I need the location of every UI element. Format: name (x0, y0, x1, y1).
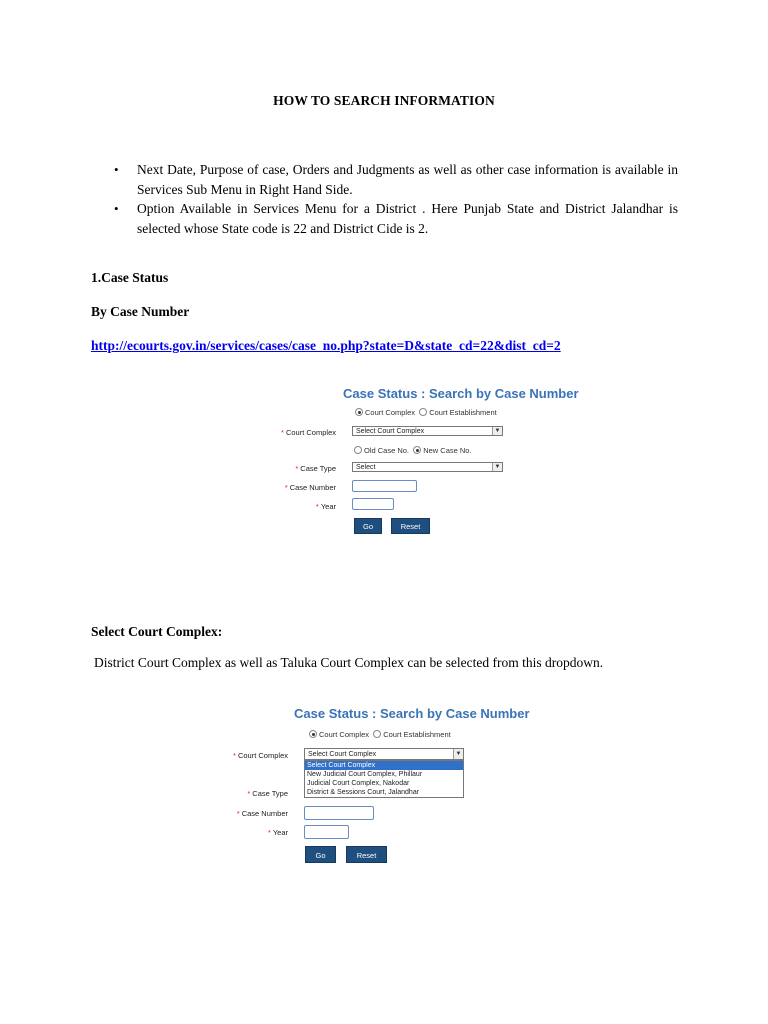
dropdown-option[interactable]: Select Court Complex (305, 761, 463, 770)
court-complex-select[interactable]: Select Court Complex ▼ (352, 426, 503, 436)
case-status-dropdown-screenshot (220, 700, 570, 870)
year-label: * Year (315, 502, 336, 511)
radio-icon[interactable] (355, 408, 363, 416)
form-title: Case Status : Search by Case Number (343, 386, 579, 401)
reset-button[interactable]: Reset (391, 518, 430, 534)
reset-button[interactable]: Reset (346, 846, 387, 863)
case-number-input[interactable] (352, 480, 417, 492)
list-item: • Next Date, Purpose of case, Orders and Judgments as well as other case information is available in Services Sub Menu in Right Hand Side. (112, 160, 678, 199)
chevron-down-icon[interactable]: ▼ (492, 427, 502, 435)
chevron-down-icon[interactable]: ▼ (453, 749, 463, 759)
court-complex-select[interactable]: Select Court Complex ▼ (304, 748, 464, 760)
radio-icon[interactable] (413, 446, 421, 454)
case-number-type-radios (354, 446, 472, 455)
radio-icon[interactable] (309, 730, 317, 738)
select-court-complex-heading: Select Court Complex: (91, 624, 223, 639)
dropdown-option[interactable]: District & Sessions Court, Jalandhar (307, 789, 420, 796)
radio-icon[interactable] (373, 730, 381, 738)
case-number-label: * Case Number (236, 809, 288, 818)
case-number-input[interactable] (304, 806, 374, 820)
radio-court-establishment-label: Court Establishment (429, 408, 497, 417)
court-complex-label: * Court Complex (281, 428, 336, 437)
info-bullet-list (112, 160, 678, 238)
search-mode-radios (355, 408, 497, 417)
radio-icon[interactable] (419, 408, 427, 416)
form-title: Case Status : Search by Case Number (294, 706, 530, 721)
case-status-form-screenshot (270, 380, 590, 540)
radio-court-establishment-label: Court Establishment (383, 730, 451, 739)
list-item: • Option Available in Services Menu for a District . Here Punjab State and District Jalandhar is selected whose State code is 22 and District Cide is 2. (112, 199, 678, 238)
radio-court-complex-label: Court Complex (319, 730, 370, 739)
case-type-label: * Case Type (247, 789, 288, 798)
court-complex-label: * Court Complex (233, 751, 288, 760)
court-complex-dropdown-list (304, 760, 464, 798)
year-input[interactable] (304, 825, 349, 839)
section-heading: 1.Case Status (91, 270, 169, 285)
go-button[interactable]: Go (305, 846, 336, 863)
radio-icon[interactable] (354, 446, 362, 454)
ecourts-url-link[interactable]: http://ecourts.gov.in/services/cases/case_no.php?state=D&state_cd=22&dist_cd=2 (91, 338, 561, 353)
chevron-down-icon[interactable]: ▼ (492, 463, 502, 471)
page-title: HOW TO SEARCH INFORMATION (273, 93, 495, 108)
select-court-complex-paragraph: District Court Complex as well as Taluka Court Complex can be selected from this dropdown. (94, 655, 604, 670)
dropdown-option[interactable]: New Judicial Court Complex, Phillaur (307, 771, 423, 778)
subheading-by-case-number: By Case Number (91, 304, 190, 319)
dropdown-option[interactable]: Judicial Court Complex, Nakodar (307, 780, 410, 787)
radio-new-case-label: New Case No. (423, 446, 472, 455)
case-type-select[interactable]: Select ▼ (352, 462, 503, 472)
case-type-label: * Case Type (295, 464, 336, 473)
go-button[interactable]: Go (354, 518, 382, 534)
radio-court-complex-label: Court Complex (365, 408, 416, 417)
case-number-label: * Case Number (284, 483, 336, 492)
search-mode-radios (309, 730, 451, 739)
radio-old-case-label: Old Case No. (364, 446, 410, 455)
year-input[interactable] (352, 498, 394, 510)
year-label: * Year (267, 828, 288, 837)
